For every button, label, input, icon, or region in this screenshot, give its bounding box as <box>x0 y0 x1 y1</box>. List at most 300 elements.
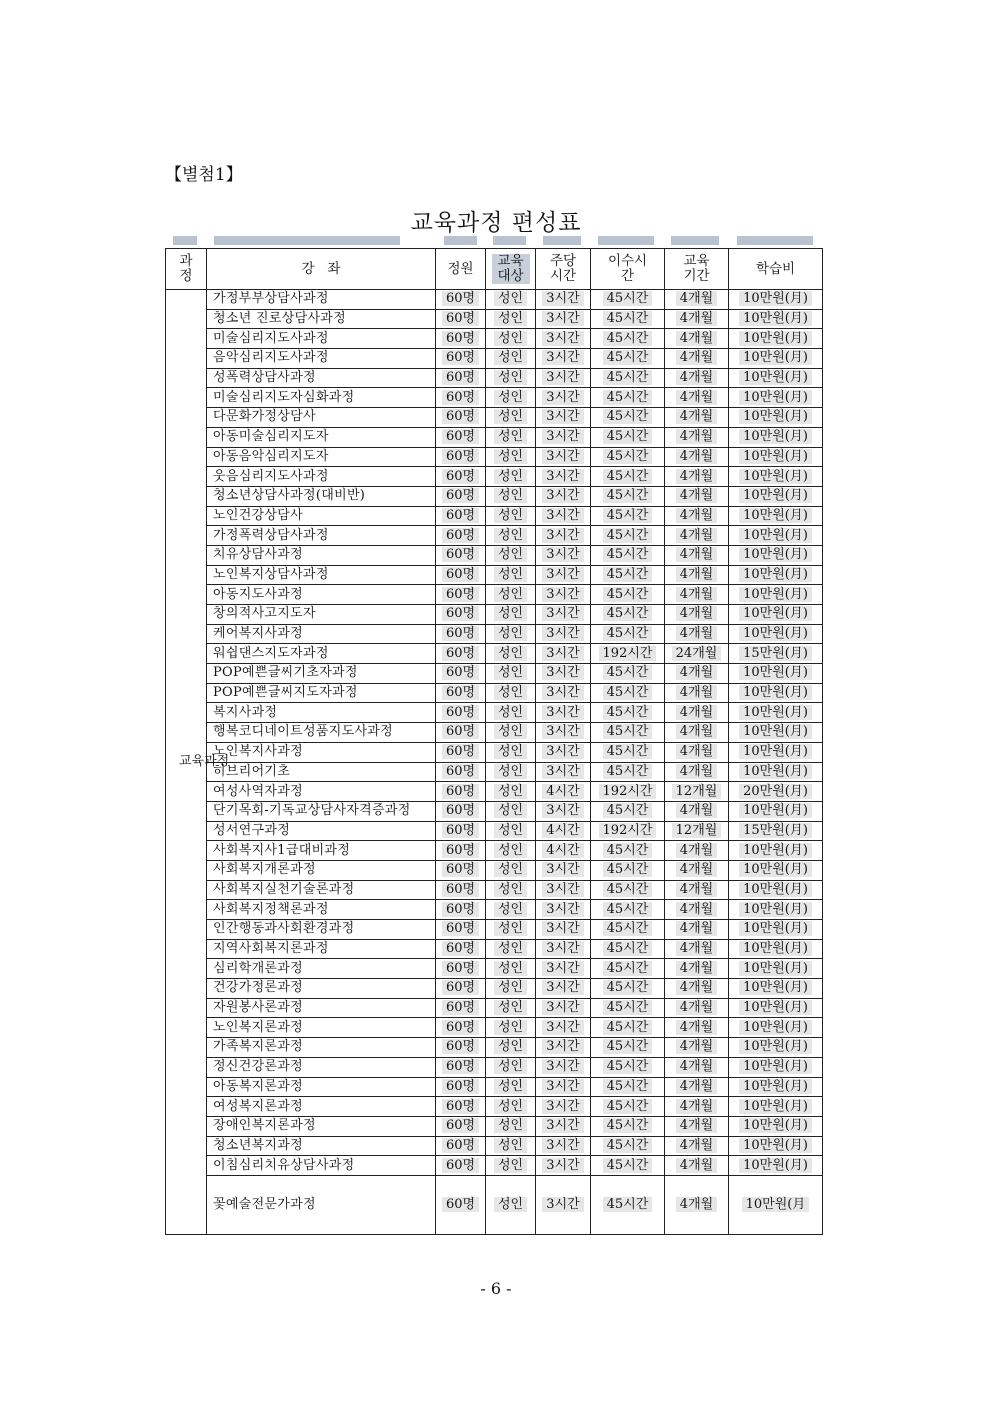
cell-course: 인간행동과사회환경과정 <box>207 920 436 940</box>
cell-value: 성인 <box>494 1099 527 1114</box>
cell-course: 여성사역자과정 <box>207 782 436 802</box>
table-header-row <box>166 249 823 290</box>
cell-value: 45시간 <box>603 1158 653 1173</box>
cell-hours <box>591 939 665 959</box>
cell-weekly <box>536 801 591 821</box>
table-row <box>166 841 823 861</box>
cell-course: 워쉽댄스지도자과정 <box>207 644 436 664</box>
cell-value: 3시간 <box>542 311 583 326</box>
cell-capacity <box>436 742 486 762</box>
cell-target <box>486 939 536 959</box>
cell-weekly <box>536 309 591 329</box>
cell-period <box>665 368 729 388</box>
cell-value: 4개월 <box>676 764 717 779</box>
cell-fee <box>729 880 823 900</box>
cell-weekly <box>536 664 591 684</box>
cell-value: 60명 <box>442 1079 479 1094</box>
cell-value: 60명 <box>442 449 479 464</box>
cell-value: 4개월 <box>676 606 717 621</box>
cell-capacity <box>436 1097 486 1117</box>
cell-value: 10만원(月) <box>739 567 812 582</box>
header-hours: 이수시간 <box>591 249 665 290</box>
cell-course: 여성복지론과정 <box>207 1097 436 1117</box>
cell-value: 3시간 <box>542 685 583 700</box>
cell-target <box>486 624 536 644</box>
cell-course: 청소년 진로상담사과정 <box>207 309 436 329</box>
cell-hours <box>591 565 665 585</box>
attachment-label: 【별첨1】 <box>165 165 243 185</box>
cell-value: 성인 <box>494 1000 527 1015</box>
cell-course: 장애인복지론과정 <box>207 1116 436 1136</box>
cell-period <box>665 860 729 880</box>
cell-course: 웃음심리지도사과정 <box>207 467 436 487</box>
header-strip <box>543 236 581 245</box>
cell-value: 60명 <box>442 606 479 621</box>
cell-hours <box>591 1156 665 1176</box>
cell-period <box>665 1057 729 1077</box>
cell-capacity <box>436 782 486 802</box>
cell-value: 4개월 <box>676 980 717 995</box>
cell-period <box>665 349 729 369</box>
cell-value: 성인 <box>494 567 527 582</box>
cell-value: 4개월 <box>676 1099 717 1114</box>
cell-value: 3시간 <box>542 587 583 602</box>
cell-fee <box>729 309 823 329</box>
cell-value: 60명 <box>442 1059 479 1074</box>
cell-period <box>665 920 729 940</box>
cell-value: 60명 <box>442 1000 479 1015</box>
header-strip <box>444 236 477 245</box>
cell-course: 청소년복지과정 <box>207 1136 436 1156</box>
cell-capacity <box>436 1038 486 1058</box>
cell-capacity <box>436 723 486 743</box>
cell-target <box>486 408 536 428</box>
cell-weekly <box>536 860 591 880</box>
cell-course: 가족복지론과정 <box>207 1038 436 1058</box>
cell-value: 60명 <box>442 902 479 917</box>
cell-weekly <box>536 1136 591 1156</box>
cell-value: 성인 <box>494 843 527 858</box>
cell-course: 행복코디네이트성품지도사과정 <box>207 723 436 743</box>
cell-fee <box>729 664 823 684</box>
cell-value: 45시간 <box>603 370 653 385</box>
cell-value: 10만원(月) <box>739 980 812 995</box>
table-row <box>166 1077 823 1097</box>
cell-course: 자원봉사론과정 <box>207 998 436 1018</box>
cell-weekly <box>536 624 591 644</box>
cell-period <box>665 388 729 408</box>
cell-value: 45시간 <box>603 843 653 858</box>
cell-value: 45시간 <box>603 1197 653 1212</box>
cell-hours <box>591 880 665 900</box>
cell-value: 45시간 <box>603 587 653 602</box>
cell-value: 10만원(月) <box>739 587 812 602</box>
cell-course: 아동지도사과정 <box>207 585 436 605</box>
cell-value: 3시간 <box>542 941 583 956</box>
cell-value: 4개월 <box>676 350 717 365</box>
cell-value: 성인 <box>494 1079 527 1094</box>
header-course: 강 좌 <box>207 249 436 290</box>
cell-value: 45시간 <box>603 291 653 306</box>
cell-value: 4개월 <box>676 390 717 405</box>
cell-value: 45시간 <box>603 449 653 464</box>
cell-value: 10만원(月) <box>739 606 812 621</box>
cell-target <box>486 782 536 802</box>
cell-capacity <box>436 605 486 625</box>
cell-value: 15만원(月) <box>739 646 812 661</box>
cell-value: 4개월 <box>676 843 717 858</box>
cell-value: 24개월 <box>672 646 722 661</box>
cell-value: 4개월 <box>676 1138 717 1153</box>
cell-value: 45시간 <box>603 764 653 779</box>
cell-value: 4개월 <box>676 370 717 385</box>
cell-course: 사회복지개론과정 <box>207 860 436 880</box>
table-row <box>166 309 823 329</box>
cell-value: 3시간 <box>542 1158 583 1173</box>
table-row <box>166 408 823 428</box>
cell-course: POP예쁜글씨지도자과정 <box>207 683 436 703</box>
cell-value: 10만원(月) <box>739 488 812 503</box>
cell-target <box>486 860 536 880</box>
cell-capacity <box>436 309 486 329</box>
cell-value: 60명 <box>442 390 479 405</box>
table-row <box>166 388 823 408</box>
cell-course: 노인복지상담사과정 <box>207 565 436 585</box>
table-row <box>166 664 823 684</box>
cell-value: 3시간 <box>542 744 583 759</box>
cell-value: 60명 <box>442 1197 479 1212</box>
cell-course: 사회복지정책론과정 <box>207 900 436 920</box>
cell-period <box>665 723 729 743</box>
cell-hours <box>591 1136 665 1156</box>
course-table <box>165 248 823 1235</box>
cell-value: 45시간 <box>603 685 653 700</box>
cell-target <box>486 1156 536 1176</box>
cell-period <box>665 1136 729 1156</box>
cell-value: 4개월 <box>676 311 717 326</box>
cell-hours <box>591 1097 665 1117</box>
cell-value: 성인 <box>494 488 527 503</box>
cell-fee <box>729 703 823 723</box>
cell-fee <box>729 920 823 940</box>
cell-course: 이침심리치유상담사과정 <box>207 1156 436 1176</box>
cell-value: 45시간 <box>603 1020 653 1035</box>
cell-value: 10만원(月) <box>739 961 812 976</box>
cell-value: 10만원(月) <box>739 1020 812 1035</box>
cell-value: 성인 <box>494 705 527 720</box>
cell-value: 60명 <box>442 528 479 543</box>
cell-value: 성인 <box>494 547 527 562</box>
page-number: - 6 - <box>480 1279 512 1298</box>
cell-hours <box>591 447 665 467</box>
cell-value: 성인 <box>494 665 527 680</box>
table-row <box>166 1097 823 1117</box>
cell-fee <box>729 683 823 703</box>
cell-value: 20만원(月) <box>739 784 812 799</box>
cell-value: 60명 <box>442 705 479 720</box>
cell-capacity <box>436 683 486 703</box>
cell-period <box>665 329 729 349</box>
cell-fee <box>729 841 823 861</box>
cell-target <box>486 703 536 723</box>
cell-hours <box>591 368 665 388</box>
table-row <box>166 683 823 703</box>
cell-hours <box>591 959 665 979</box>
cell-value: 10만원(月) <box>739 941 812 956</box>
cell-value: 45시간 <box>603 528 653 543</box>
table-row <box>166 624 823 644</box>
cell-capacity <box>436 920 486 940</box>
cell-target <box>486 1038 536 1058</box>
cell-period <box>665 427 729 447</box>
cell-target <box>486 290 536 310</box>
table-row <box>166 526 823 546</box>
cell-fee <box>729 1057 823 1077</box>
cell-fee <box>729 762 823 782</box>
cell-capacity <box>436 290 486 310</box>
cell-target <box>486 801 536 821</box>
cell-course: 건강가정론과정 <box>207 979 436 999</box>
cell-value: 3시간 <box>542 429 583 444</box>
cell-capacity <box>436 565 486 585</box>
cell-value: 4개월 <box>676 685 717 700</box>
cell-fee <box>729 427 823 447</box>
document-title: 교육과정 편성표 <box>410 210 582 236</box>
cell-capacity <box>436 329 486 349</box>
cell-target <box>486 920 536 940</box>
cell-target <box>486 1175 536 1234</box>
cell-fee <box>729 821 823 841</box>
cell-period <box>665 605 729 625</box>
cell-value: 10만원(月) <box>739 469 812 484</box>
cell-value: 10만원(月 <box>742 1197 810 1212</box>
cell-weekly <box>536 605 591 625</box>
cell-hours <box>591 349 665 369</box>
cell-hours <box>591 979 665 999</box>
cell-period <box>665 880 729 900</box>
cell-weekly <box>536 782 591 802</box>
cell-period <box>665 506 729 526</box>
cell-hours <box>591 1018 665 1038</box>
cell-value: 3시간 <box>542 350 583 365</box>
cell-value: 3시간 <box>542 803 583 818</box>
cell-value: 4개월 <box>676 862 717 877</box>
cell-value: 성인 <box>494 311 527 326</box>
cell-fee <box>729 979 823 999</box>
cell-value: 60명 <box>442 882 479 897</box>
table-row <box>166 1116 823 1136</box>
cell-value: 60명 <box>442 350 479 365</box>
cell-target <box>486 762 536 782</box>
cell-value: 성인 <box>494 1158 527 1173</box>
cell-course: 청소년상담사과정(대비반) <box>207 486 436 506</box>
cell-hours <box>591 467 665 487</box>
cell-hours <box>591 1116 665 1136</box>
cell-weekly <box>536 1116 591 1136</box>
cell-target <box>486 841 536 861</box>
cell-value: 60명 <box>442 311 479 326</box>
cell-capacity <box>436 841 486 861</box>
cell-period <box>665 703 729 723</box>
cell-value: 4개월 <box>676 409 717 424</box>
cell-value: 4개월 <box>676 291 717 306</box>
cell-value: 45시간 <box>603 882 653 897</box>
cell-fee <box>729 1116 823 1136</box>
cell-value: 10만원(月) <box>739 390 812 405</box>
cell-value: 60명 <box>442 1138 479 1153</box>
cell-hours <box>591 585 665 605</box>
cell-value: 4개월 <box>676 921 717 936</box>
cell-fee <box>729 998 823 1018</box>
cell-value: 3시간 <box>542 1059 583 1074</box>
cell-fee <box>729 486 823 506</box>
cell-target <box>486 683 536 703</box>
cell-weekly <box>536 979 591 999</box>
cell-period <box>665 683 729 703</box>
table-row <box>166 1038 823 1058</box>
cell-capacity <box>436 801 486 821</box>
cell-period <box>665 447 729 467</box>
cell-target <box>486 959 536 979</box>
cell-value: 10만원(月) <box>739 547 812 562</box>
cell-value: 3시간 <box>542 606 583 621</box>
cell-period <box>665 1077 729 1097</box>
cell-value: 60명 <box>442 1118 479 1133</box>
cell-value: 4개월 <box>676 1020 717 1035</box>
cell-value: 3시간 <box>542 1099 583 1114</box>
cell-fee <box>729 959 823 979</box>
cell-target <box>486 1077 536 1097</box>
category-cell <box>166 290 230 1235</box>
cell-target <box>486 1136 536 1156</box>
table-row <box>166 349 823 369</box>
table-row <box>166 782 823 802</box>
header-category: 과정 <box>166 249 207 290</box>
cell-target <box>486 329 536 349</box>
cell-value: 3시간 <box>542 705 583 720</box>
cell-value: 45시간 <box>603 862 653 877</box>
cell-capacity <box>436 506 486 526</box>
cell-value: 3시간 <box>542 1039 583 1054</box>
cell-hours <box>591 1057 665 1077</box>
cell-value: 10만원(月) <box>739 409 812 424</box>
table-row <box>166 486 823 506</box>
cell-hours <box>591 486 665 506</box>
cell-value: 10만원(月) <box>739 685 812 700</box>
cell-value: 10만원(月) <box>739 1118 812 1133</box>
cell-hours <box>591 388 665 408</box>
cell-value: 10만원(月) <box>739 1158 812 1173</box>
cell-target <box>486 1018 536 1038</box>
cell-capacity <box>436 644 486 664</box>
cell-capacity <box>436 821 486 841</box>
cell-value: 45시간 <box>603 508 653 523</box>
cell-fee <box>729 644 823 664</box>
cell-value: 3시간 <box>542 862 583 877</box>
cell-fee <box>729 1136 823 1156</box>
cell-value: 45시간 <box>603 390 653 405</box>
cell-value: 45시간 <box>603 626 653 641</box>
cell-course: 노인복지론과정 <box>207 1018 436 1038</box>
table-row <box>166 1018 823 1038</box>
cell-period <box>665 309 729 329</box>
cell-period <box>665 801 729 821</box>
cell-hours <box>591 1077 665 1097</box>
table-row <box>166 368 823 388</box>
cell-hours <box>591 329 665 349</box>
cell-fee <box>729 506 823 526</box>
cell-value: 성인 <box>494 823 527 838</box>
cell-weekly <box>536 349 591 369</box>
cell-value: 192시간 <box>599 784 657 799</box>
cell-value: 45시간 <box>603 1138 653 1153</box>
cell-capacity <box>436 998 486 1018</box>
cell-value: 성인 <box>494 469 527 484</box>
cell-value: 4시간 <box>542 843 583 858</box>
cell-target <box>486 486 536 506</box>
table-row <box>166 565 823 585</box>
cell-value: 60명 <box>442 1099 479 1114</box>
cell-value: 60명 <box>442 724 479 739</box>
cell-value: 45시간 <box>603 803 653 818</box>
cell-weekly <box>536 880 591 900</box>
cell-fee <box>729 565 823 585</box>
category-label: 교육과정 <box>179 753 230 769</box>
cell-target <box>486 585 536 605</box>
cell-value: 성인 <box>494 429 527 444</box>
cell-value: 3시간 <box>542 921 583 936</box>
cell-value: 성인 <box>494 1118 527 1133</box>
cell-value: 3시간 <box>542 665 583 680</box>
cell-capacity <box>436 900 486 920</box>
cell-value: 60명 <box>442 291 479 306</box>
cell-value: 4개월 <box>676 724 717 739</box>
cell-weekly <box>536 506 591 526</box>
header-target-text: 교육대상 <box>492 254 530 284</box>
cell-hours <box>591 762 665 782</box>
cell-period <box>665 1116 729 1136</box>
cell-value: 성인 <box>494 961 527 976</box>
table-row <box>166 742 823 762</box>
table-body <box>166 290 823 1235</box>
cell-value: 10만원(月) <box>739 724 812 739</box>
cell-fee <box>729 1156 823 1176</box>
cell-fee <box>729 860 823 880</box>
cell-target <box>486 1097 536 1117</box>
cell-value: 60명 <box>442 685 479 700</box>
cell-value: 10만원(月) <box>739 744 812 759</box>
cell-value: 15만원(月) <box>739 823 812 838</box>
cell-weekly <box>536 447 591 467</box>
cell-value: 성인 <box>494 528 527 543</box>
cell-value: 45시간 <box>603 469 653 484</box>
cell-value: 10만원(月) <box>739 331 812 346</box>
cell-capacity <box>436 585 486 605</box>
cell-fee <box>729 1018 823 1038</box>
cell-period <box>665 998 729 1018</box>
cell-value: 3시간 <box>542 508 583 523</box>
cell-period <box>665 644 729 664</box>
cell-value: 60명 <box>442 1020 479 1035</box>
cell-value: 성인 <box>494 980 527 995</box>
cell-weekly <box>536 920 591 940</box>
cell-hours <box>591 408 665 428</box>
cell-value: 60명 <box>442 764 479 779</box>
cell-period <box>665 467 729 487</box>
cell-course: 아동미술심리지도자 <box>207 427 436 447</box>
cell-value: 3시간 <box>542 902 583 917</box>
cell-hours <box>591 644 665 664</box>
